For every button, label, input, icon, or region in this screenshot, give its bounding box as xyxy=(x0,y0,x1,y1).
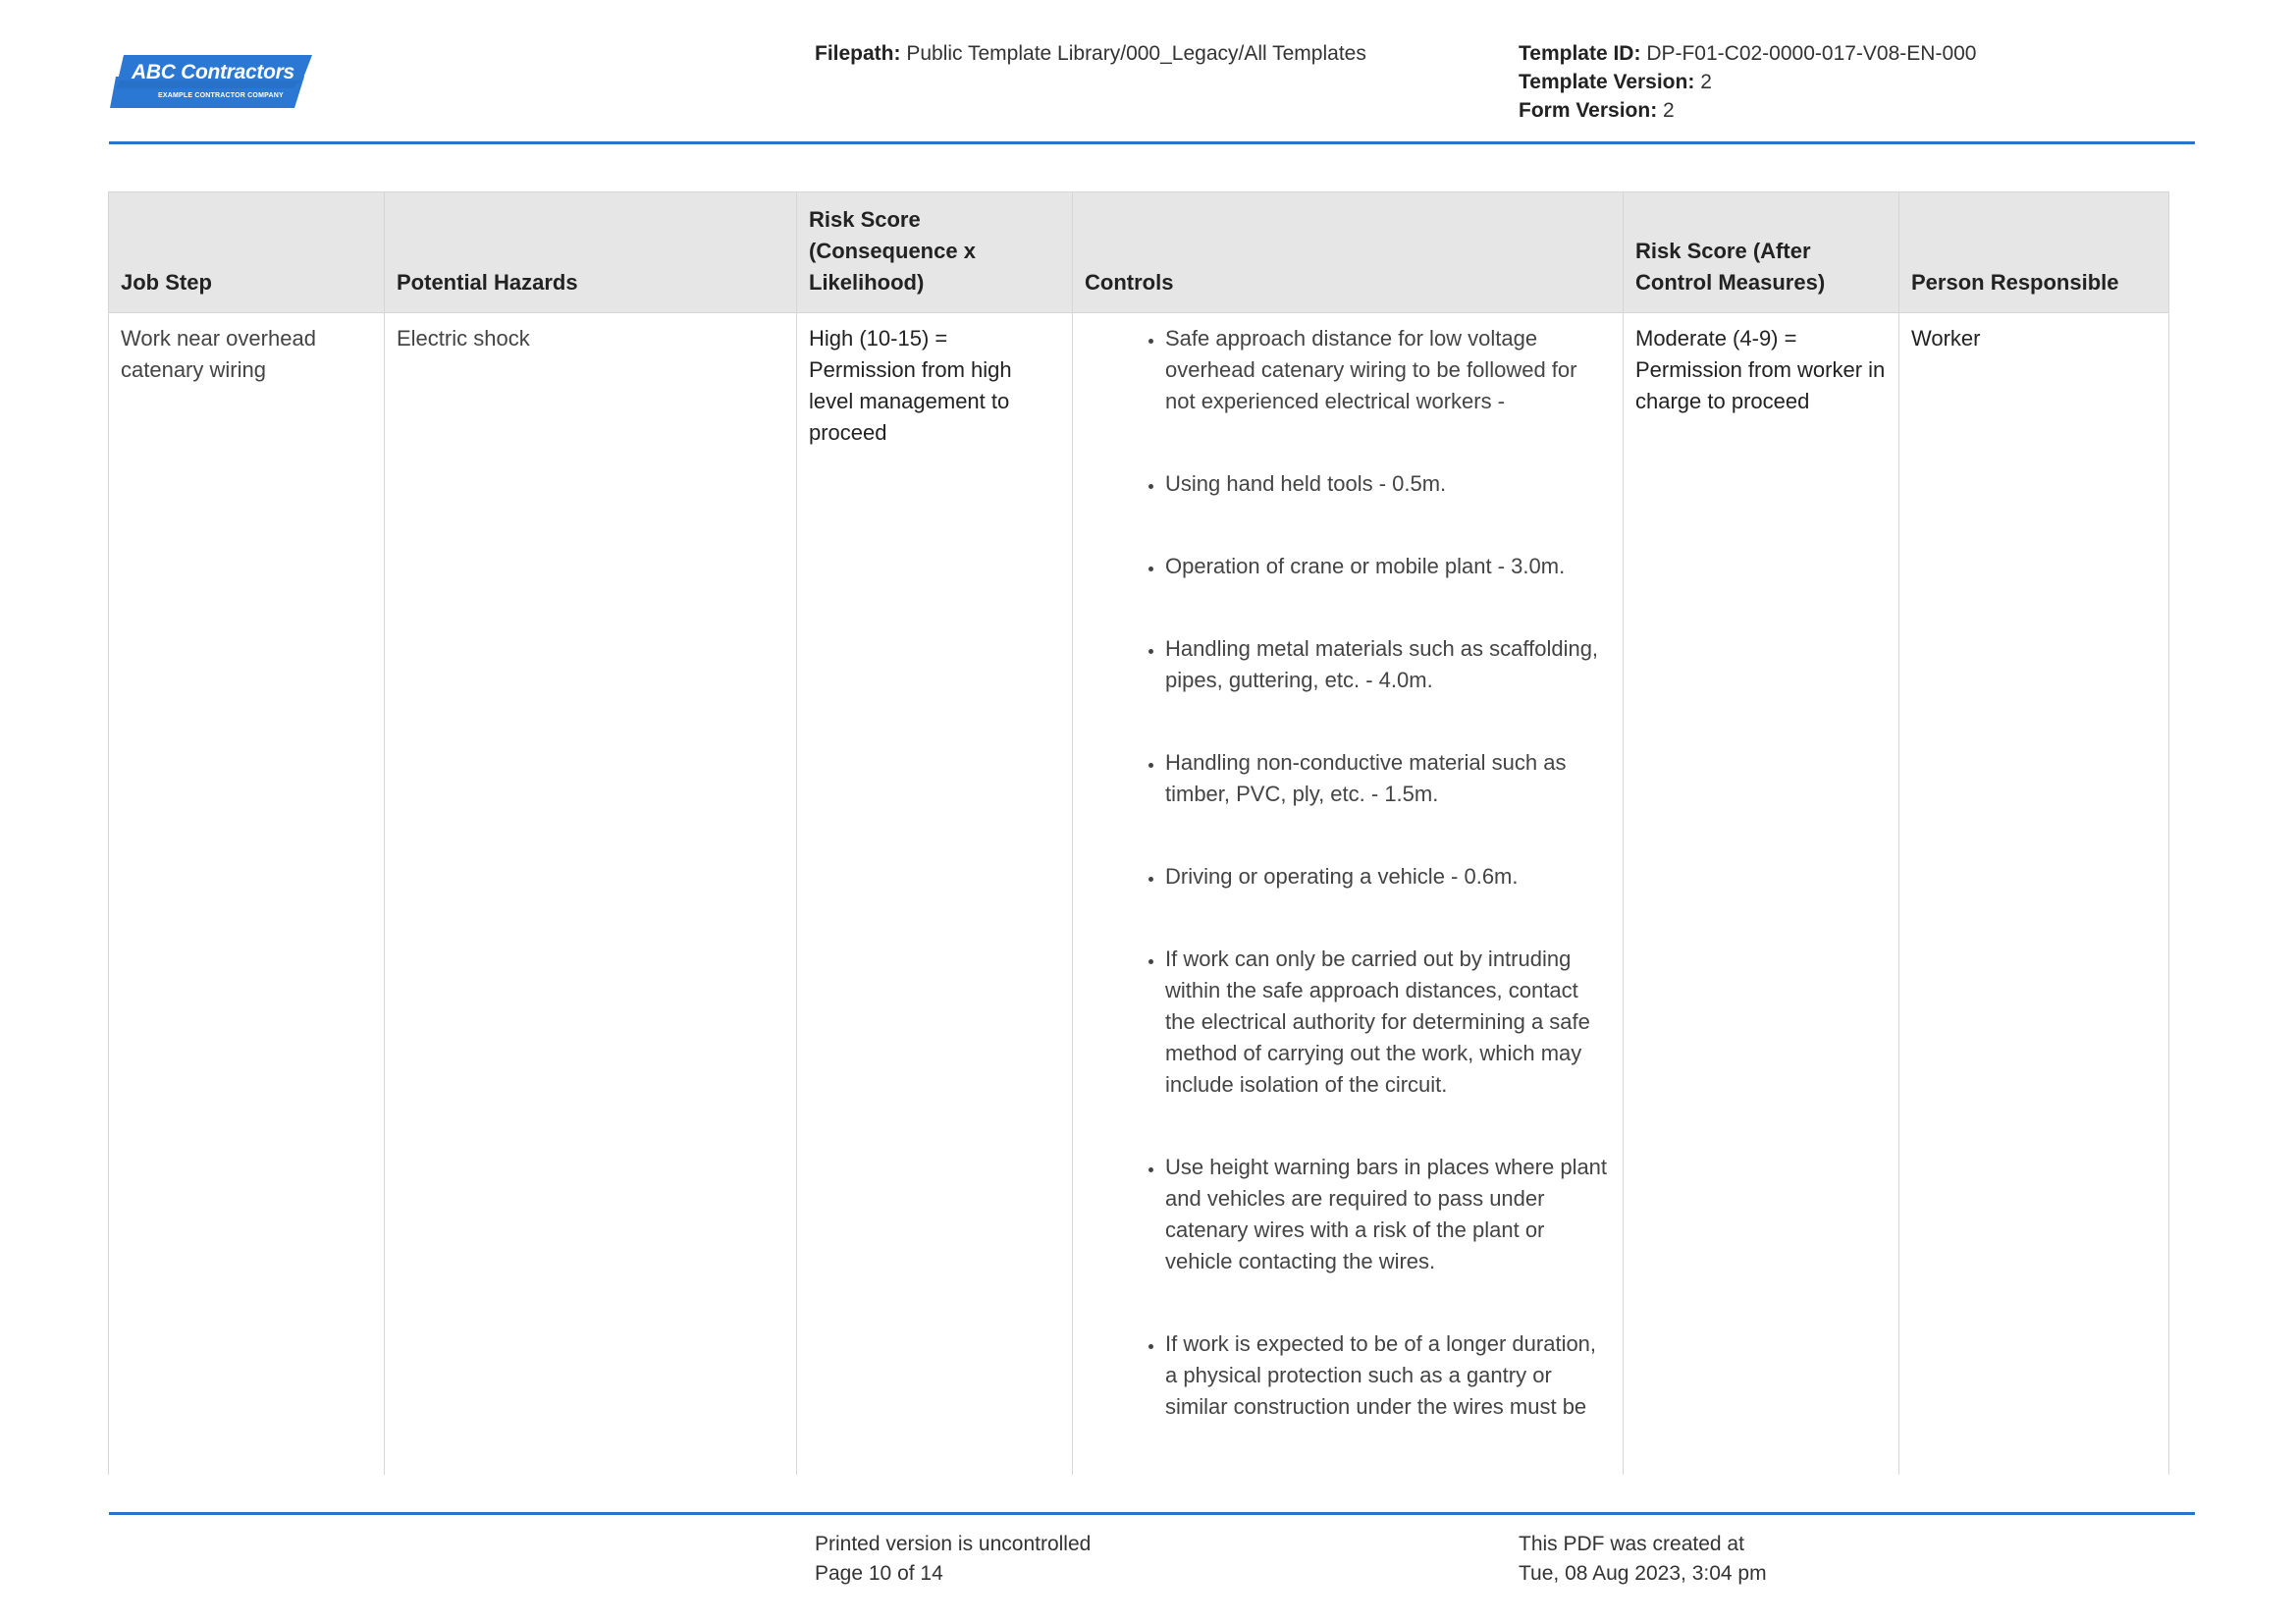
list-item: • Handling non-conductive material such as timber, PVC, ply, etc. - 1.5m. xyxy=(1165,747,1611,810)
form-version-value: 2 xyxy=(1663,99,1675,122)
cell-potential-hazards: Electric shock xyxy=(385,313,797,1488)
controls-list xyxy=(1085,323,1611,1423)
footer-print-info xyxy=(815,1530,1091,1589)
header-controls: Controls xyxy=(1073,192,1624,313)
list-item: • Driving or operating a vehicle - 0.6m. xyxy=(1165,861,1611,893)
header-risk-score: Risk Score (Consequence x Likelihood) xyxy=(797,192,1073,313)
template-id-label: Template ID: xyxy=(1519,42,1641,65)
uncontrolled-note: Printed version is uncontrolled xyxy=(815,1533,1092,1555)
list-item: • Use height warning bars in places where plant and vehicles are required to pass under catenary wires with a risk of the plant or vehicle contacting the wires. xyxy=(1165,1152,1611,1277)
footer-divider xyxy=(109,1512,2195,1515)
template-id-value: DP-F01-C02-0000-017-V08-EN-000 xyxy=(1646,42,1977,65)
list-item: • If work can only be carried out by intruding within the safe approach distances, contact the electrical authority for determining a safe method of carrying out the work, which may include isolation of the circuit. xyxy=(1165,944,1611,1101)
header-potential-hazards: Potential Hazards xyxy=(385,192,797,313)
filepath-label: Filepath: xyxy=(815,42,901,65)
page-header xyxy=(0,0,2296,147)
logo-name: ABC Contractors xyxy=(132,61,294,83)
risk-assessment-table xyxy=(108,191,2169,1488)
filepath-block xyxy=(815,39,1366,68)
company-logo xyxy=(110,51,316,112)
cell-controls xyxy=(1073,313,1624,1488)
created-timestamp: Tue, 08 Aug 2023, 3:04 pm xyxy=(1519,1562,1767,1585)
template-version-line xyxy=(1519,68,1976,96)
header-person-responsible: Person Responsible xyxy=(1899,192,2169,313)
page-number: Page 10 of 14 xyxy=(815,1562,943,1585)
table-header-row xyxy=(109,192,2169,313)
header-risk-after: Risk Score (After Control Measures) xyxy=(1624,192,1899,313)
header-divider xyxy=(109,141,2195,144)
cell-job-step: Work near overhead catenary wiring xyxy=(109,313,385,1488)
logo-tagline: EXAMPLE CONTRACTOR COMPANY xyxy=(158,92,284,99)
cell-risk-after: Moderate (4-9) = Permission from worker in charge to proceed xyxy=(1624,313,1899,1488)
list-item: • Using hand held tools - 0.5m. xyxy=(1165,468,1611,500)
table-row xyxy=(109,313,2169,1488)
page-break-cover xyxy=(98,1475,2179,1510)
cell-person-responsible: Worker xyxy=(1899,313,2169,1488)
template-version-label: Template Version: xyxy=(1519,71,1695,93)
form-version-label: Form Version: xyxy=(1519,99,1658,122)
list-item: • Operation of crane or mobile plant - 3.0m. xyxy=(1165,551,1611,582)
filepath-value: Public Template Library/000_Legacy/All Templates xyxy=(906,42,1366,65)
template-info-block xyxy=(1519,39,1976,125)
template-version-value: 2 xyxy=(1700,71,1712,93)
created-label: This PDF was created at xyxy=(1519,1533,1744,1555)
header-job-step: Job Step xyxy=(109,192,385,313)
list-item: • Handling metal materials such as scaffolding, pipes, guttering, etc. - 4.0m. xyxy=(1165,633,1611,696)
list-item: • If work is expected to be of a longer duration, a physical protection such as a gantry or similar construction under the wires must be xyxy=(1165,1328,1611,1423)
template-id-line xyxy=(1519,39,1976,68)
footer-created-info xyxy=(1519,1530,1767,1589)
cell-risk-score: High (10-15) = Permission from high level management to proceed xyxy=(797,313,1073,1488)
list-item: • Safe approach distance for low voltage overhead catenary wiring to be followed for not experienced electrical workers - xyxy=(1165,323,1611,417)
form-version-line xyxy=(1519,96,1976,125)
